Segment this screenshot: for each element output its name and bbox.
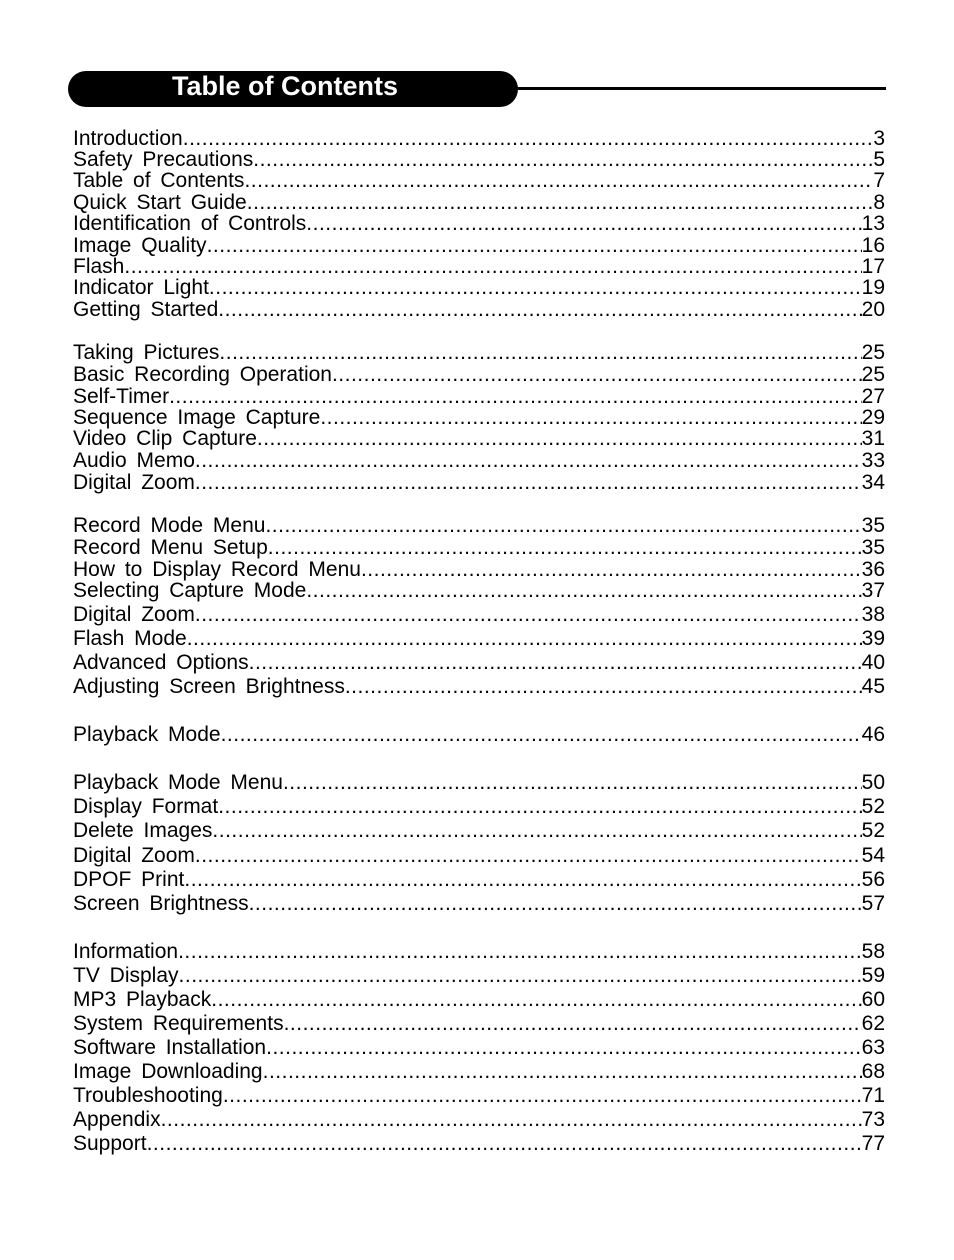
toc-dot-leader xyxy=(212,820,861,842)
toc-dot-leader xyxy=(147,1133,862,1155)
toc-entry-page-number: 16 xyxy=(861,235,885,257)
toc-entry xyxy=(73,450,885,472)
toc-dot-leader xyxy=(266,1037,862,1059)
toc-entry xyxy=(73,796,885,818)
toc-entry-page-number: 17 xyxy=(861,256,885,278)
toc-entry-label: Troubleshooting xyxy=(73,1085,223,1107)
toc-entry-page-number: 58 xyxy=(861,941,885,963)
toc-entry-page-number: 57 xyxy=(861,893,885,915)
toc-entry xyxy=(73,472,885,494)
toc-dot-leader xyxy=(161,1109,862,1131)
toc-entry xyxy=(73,256,885,278)
toc-entry-label: Indicator Light xyxy=(73,277,209,299)
toc-entry-page-number: 46 xyxy=(861,724,885,746)
toc-entry-page-number: 13 xyxy=(861,213,885,235)
toc-entry-label: Selecting Capture Mode xyxy=(73,580,307,602)
toc-entry-label: Image Downloading xyxy=(73,1061,263,1083)
toc-entry-label: Taking Pictures xyxy=(73,342,220,364)
toc-entry xyxy=(73,1013,885,1035)
toc-entry-label: System Requirements xyxy=(73,1013,284,1035)
toc-dot-leader xyxy=(179,965,862,987)
toc-entry-page-number: 62 xyxy=(861,1013,885,1035)
toc-entry-page-number: 68 xyxy=(861,1061,885,1083)
toc-dot-leader xyxy=(361,559,862,581)
toc-entry-page-number: 37 xyxy=(861,580,885,602)
toc-entry xyxy=(73,128,885,150)
toc-dot-leader xyxy=(207,235,862,257)
toc-entry-page-number: 59 xyxy=(861,965,885,987)
toc-entry xyxy=(73,893,885,915)
toc-dot-leader xyxy=(284,1013,862,1035)
toc-entry-label: Video Clip Capture xyxy=(73,428,257,450)
toc-entry xyxy=(73,772,885,794)
toc-entry-label: Appendix xyxy=(73,1109,161,1131)
toc-dot-leader xyxy=(244,170,873,192)
toc-entry xyxy=(73,845,885,867)
toc-entry-page-number: 77 xyxy=(861,1133,885,1155)
toc-entry-page-number: 7 xyxy=(873,170,885,192)
toc-entry-label: Playback Mode xyxy=(73,724,221,746)
toc-entry-page-number: 54 xyxy=(861,845,885,867)
toc-entry-page-number: 52 xyxy=(861,820,885,842)
toc-dot-leader xyxy=(124,256,861,278)
toc-entry xyxy=(73,299,885,321)
toc-dot-leader xyxy=(253,149,873,171)
toc-entry xyxy=(73,149,885,171)
toc-entry-page-number: 5 xyxy=(873,149,885,171)
toc-entry xyxy=(73,989,885,1011)
toc-dot-leader xyxy=(306,213,861,235)
toc-dot-leader xyxy=(218,299,861,321)
toc-entry xyxy=(73,869,885,891)
toc-dot-leader xyxy=(211,989,861,1011)
toc-entry-label: Getting Started xyxy=(73,299,219,321)
toc-entry-page-number: 29 xyxy=(861,407,885,429)
toc-entry-label: Advanced Options xyxy=(73,652,249,674)
toc-entry-page-number: 3 xyxy=(873,128,885,150)
toc-entry-page-number: 27 xyxy=(861,386,885,408)
toc-entry xyxy=(73,537,885,559)
toc-entry xyxy=(73,559,885,581)
toc-entry xyxy=(73,1085,885,1107)
toc-entry xyxy=(73,1061,885,1083)
toc-entry-label: MP3 Playback xyxy=(73,989,212,1011)
toc-entry-label: Flash xyxy=(73,256,125,278)
toc-dot-leader xyxy=(195,604,862,626)
toc-dot-leader xyxy=(263,1061,862,1083)
toc-entry-label: Playback Mode Menu xyxy=(73,772,283,794)
toc-entry-label: Basic Recording Operation xyxy=(73,364,332,386)
toc-entry-page-number: 71 xyxy=(861,1085,885,1107)
toc-entry xyxy=(73,277,885,299)
toc-entry-label: Audio Memo xyxy=(73,450,195,472)
toc-entry-page-number: 25 xyxy=(861,364,885,386)
toc-entry xyxy=(73,628,885,650)
toc-entry xyxy=(73,515,885,537)
toc-entry-label: Delete Images xyxy=(73,820,213,842)
toc-entry-label: DPOF Print xyxy=(73,869,185,891)
toc-entry-page-number: 34 xyxy=(861,472,885,494)
toc-entry-page-number: 38 xyxy=(861,604,885,626)
toc-dot-leader xyxy=(187,628,862,650)
toc-dot-leader xyxy=(223,1085,862,1107)
toc-dot-leader xyxy=(247,192,874,214)
toc-entry xyxy=(73,428,885,450)
toc-entry-page-number: 73 xyxy=(861,1109,885,1131)
toc-entry-page-number: 50 xyxy=(861,772,885,794)
toc-dot-leader xyxy=(183,128,874,150)
toc-entry xyxy=(73,1133,885,1155)
toc-entry-label: Digital Zoom xyxy=(73,472,195,494)
toc-dot-leader xyxy=(184,869,861,891)
toc-entry-page-number: 25 xyxy=(861,342,885,364)
toc-entry-label: Digital Zoom xyxy=(73,604,195,626)
toc-entry xyxy=(73,407,885,429)
toc-entry-page-number: 36 xyxy=(861,559,885,581)
toc-entry-label: Flash Mode xyxy=(73,628,187,650)
toc-entry-label: Record Mode Menu xyxy=(73,515,266,537)
toc-entry-page-number: 45 xyxy=(861,676,885,698)
toc-entry-label: Quick Start Guide xyxy=(73,192,247,214)
toc-dot-leader xyxy=(249,893,862,915)
toc-entry-label: Sequence Image Capture xyxy=(73,407,321,429)
toc-dot-leader xyxy=(265,515,861,537)
toc-entry-label: Safety Precautions xyxy=(73,149,254,171)
toc-entry xyxy=(73,342,885,364)
toc-entry xyxy=(73,192,885,214)
toc-entry-page-number: 56 xyxy=(861,869,885,891)
toc-dot-leader xyxy=(283,772,862,794)
toc-entry xyxy=(73,724,885,746)
toc-dot-leader xyxy=(195,450,862,472)
toc-entry xyxy=(73,386,885,408)
toc-entry-page-number: 60 xyxy=(861,989,885,1011)
toc-entry xyxy=(73,580,885,602)
toc-entry-label: Image Quality xyxy=(73,235,207,257)
toc-entry-page-number: 35 xyxy=(861,537,885,559)
toc-entry-page-number: 63 xyxy=(861,1037,885,1059)
toc-entry-label: Software Installation xyxy=(73,1037,267,1059)
toc-entry-page-number: 8 xyxy=(873,192,885,214)
toc-entry xyxy=(73,364,885,386)
toc-dot-leader xyxy=(257,428,862,450)
toc-entry xyxy=(73,1037,885,1059)
toc-dot-leader xyxy=(268,537,862,559)
toc-entry xyxy=(73,213,885,235)
toc-dot-leader xyxy=(195,845,862,867)
toc-entry-label: Adjusting Screen Brightness xyxy=(73,676,345,698)
toc-entry-label: Display Format xyxy=(73,796,219,818)
toc-dot-leader xyxy=(169,386,862,408)
toc-entry-label: Introduction xyxy=(73,128,183,150)
toc-entry xyxy=(73,235,885,257)
toc-entry xyxy=(73,604,885,626)
toc-dot-leader xyxy=(221,724,862,746)
page-title: Table of Contents xyxy=(172,71,398,101)
toc-entry-label: Identification of Controls xyxy=(73,213,307,235)
toc-entry-label: How to Display Record Menu xyxy=(73,559,361,581)
toc-entry-page-number: 40 xyxy=(861,652,885,674)
toc-entry-page-number: 52 xyxy=(861,796,885,818)
toc-entry-page-number: 39 xyxy=(861,628,885,650)
toc-entry-label: Self-Timer xyxy=(73,386,170,408)
toc-dot-leader xyxy=(209,277,862,299)
toc-entry-page-number: 19 xyxy=(861,277,885,299)
toc-entry xyxy=(73,965,885,987)
toc-entry-label: Support xyxy=(73,1133,147,1155)
toc-dot-leader xyxy=(306,580,861,602)
toc-entry xyxy=(73,652,885,674)
toc-entry xyxy=(73,820,885,842)
toc-entry-page-number: 33 xyxy=(861,450,885,472)
toc-dot-leader xyxy=(320,407,861,429)
toc-entry-label: Digital Zoom xyxy=(73,845,195,867)
toc-entry xyxy=(73,170,885,192)
toc-dot-leader xyxy=(218,796,861,818)
toc-entry xyxy=(73,676,885,698)
toc-entry-label: TV Display xyxy=(73,965,179,987)
toc-entry-page-number: 20 xyxy=(861,299,885,321)
toc-dot-leader xyxy=(345,676,862,698)
toc-dot-leader xyxy=(178,941,862,963)
toc-entry-label: Information xyxy=(73,941,179,963)
toc-entry-label: Table of Contents xyxy=(73,170,245,192)
toc-entry-page-number: 31 xyxy=(861,428,885,450)
toc-dot-leader xyxy=(219,342,861,364)
toc-entry-label: Screen Brightness xyxy=(73,893,249,915)
toc-dot-leader xyxy=(195,472,862,494)
toc-dot-leader xyxy=(249,652,862,674)
toc-entry-page-number: 35 xyxy=(861,515,885,537)
toc-entry-label: Record Menu Setup xyxy=(73,537,268,559)
toc-dot-leader xyxy=(332,364,862,386)
toc-entry xyxy=(73,1109,885,1131)
toc-entry xyxy=(73,941,885,963)
